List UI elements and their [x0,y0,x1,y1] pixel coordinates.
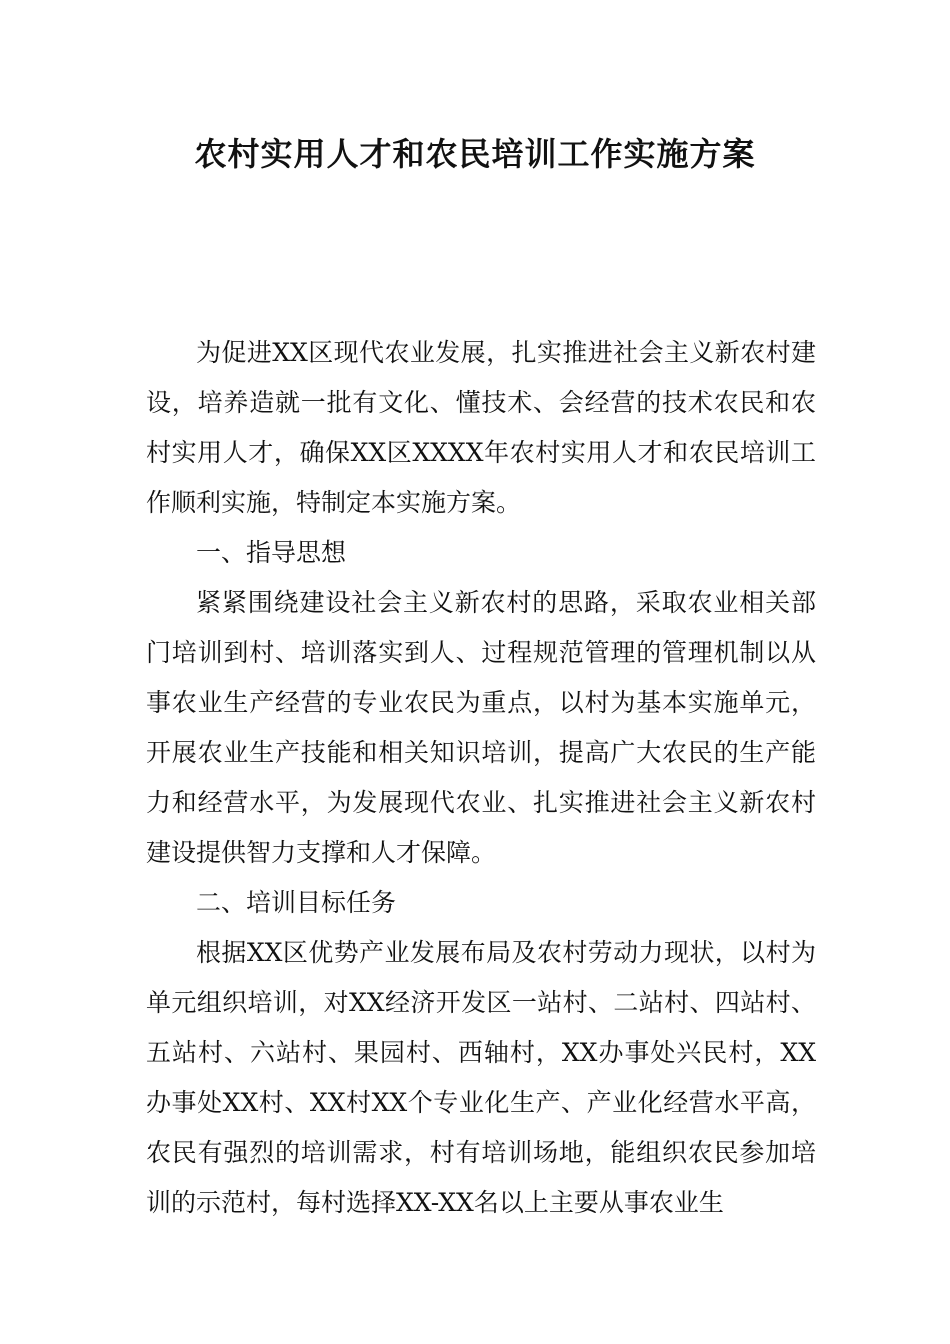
document-title: 农村实用人才和农民培训工作实施方案 [194,135,756,173]
intro-paragraph: 为促进XX区现代农业发展，扎实推进社会主义新农村建设，培养造就一批有文化、懂技术、会经营的技术农民和农村实用人才，确保XX区XXXX年农村实用人才和农民培训工作顺利实施，特制定本实施方案。 [146,338,816,517]
guiding-ideology-paragraph: 紧紧围绕建设社会主义新农村的思路，采取农业相关部门培训到村、培训落实到人、过程规范管理的管理机制以从事农业生产经营的专业农民为重点，以村为基本实施单元，开展农业生产技能和相关知识培训，提高广大农民的生产能力和经营水平，为发展现代农业、扎实推进社会主义新农村建设提供智力支撑和人才保障。 [146,588,816,867]
section-heading-guiding-ideology: 一、指导思想 [196,538,347,567]
training-goals-paragraph: 根据XX区优势产业发展布局及农村劳动力现状，以村为单元组织培训，对XX经济开发区一站村、二站村、四站村、五站村、六站村、果园村、西轴村，XX办事处兴民村，XX办事处XX村、XX村XX个专业化生产、产业化经营水平高，农民有强烈的培训需求，村有培训场地，能组织农民参加培训的示范村，每村选择XX-XX名以上主要从事农业生 [146,938,816,1217]
section-heading-training-goals: 二、培训目标任务 [196,888,397,917]
document-body [146,328,816,1228]
